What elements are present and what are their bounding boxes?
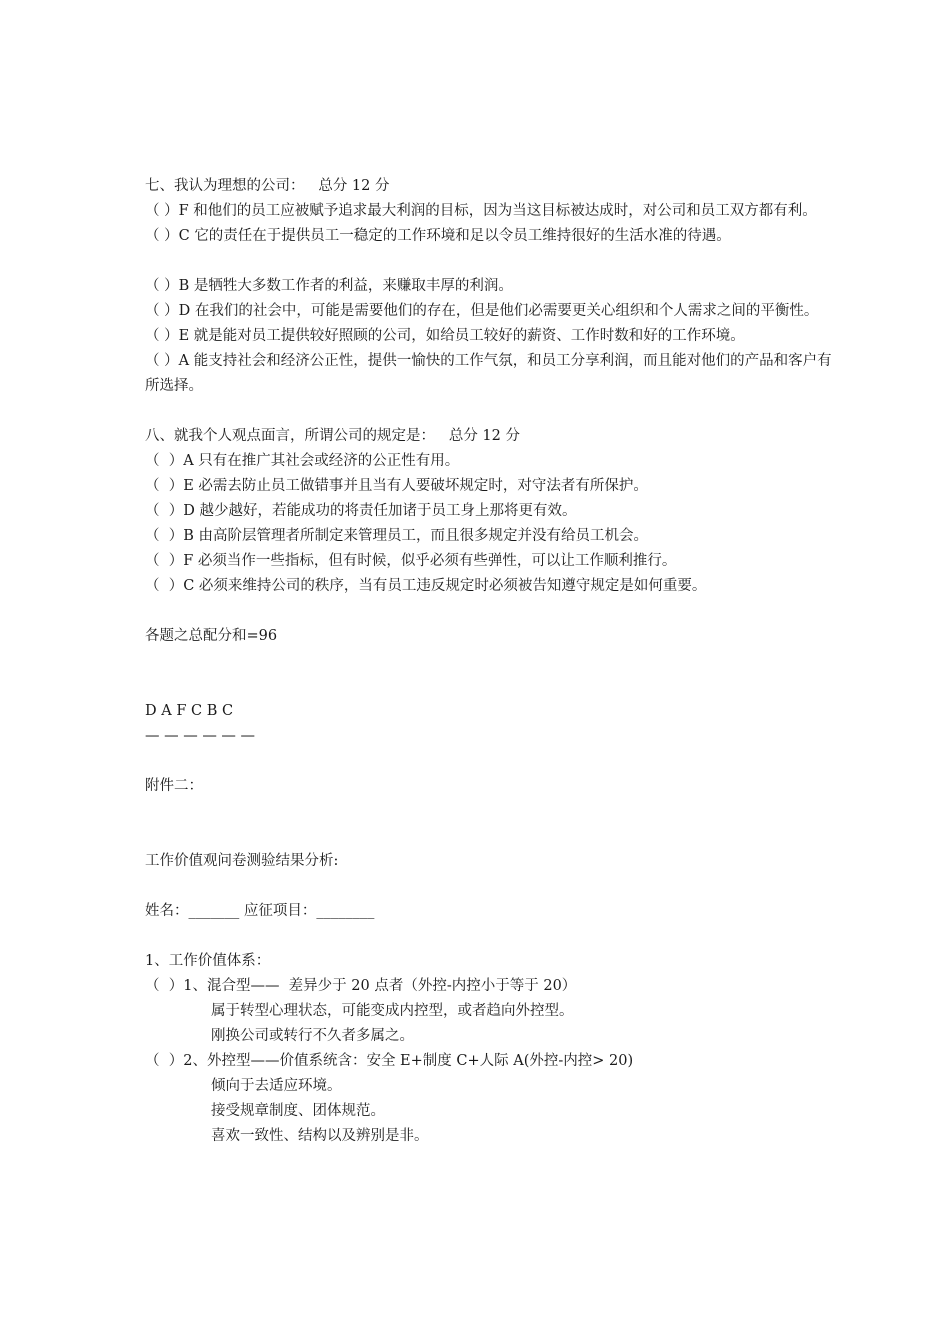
spacer	[145, 799, 835, 849]
q8-option-f: （ ）F 必须当作一些指标，但有时候，似乎必须有些弹性，可以让工作顺利推行。	[145, 553, 677, 569]
total-score: 各题之总配分和=96	[145, 628, 278, 644]
spacer	[145, 649, 835, 699]
q7-option-c: （ ）C 它的责任在于提供员工一稳定的工作环境和足以令员工维持很好的生活水准的待遇。	[145, 228, 731, 244]
spacer	[145, 599, 835, 624]
type1-heading: （ ）1、混合型—— 差异少于 20 点者（外控-内控小于等于 20）	[145, 978, 577, 994]
type2-heading: （ ）2、外控型——价值系统含：安全 E+制度 C+人际 A(外控-内控> 20)	[145, 1053, 634, 1069]
spacer	[145, 749, 835, 774]
name-line: 姓名：_______ 应征项目：________	[145, 903, 375, 919]
type1-desc-2: 刚换公司或转行不久者多属之。	[211, 1028, 414, 1044]
type2-desc-1: 倾向于去适应环境。	[211, 1078, 342, 1094]
q7-option-d: （ ）D 在我们的社会中，可能是需要他们的存在，但是他们必需要更关心组织和个人需求之间的平衡性。	[145, 303, 819, 319]
analysis-title: 工作价值观问卷测验结果分析:	[145, 853, 339, 869]
section1-title: 1、工作价值体系：	[145, 953, 271, 969]
q8-option-c: （ ）C 必须来维持公司的秩序，当有员工违反规定时必须被告知遵守规定是如何重要。	[145, 578, 707, 594]
appendix-label: 附件二：	[145, 778, 203, 794]
q8-option-b: （ ）B 由高阶层管理者所制定来管理员工，而且很多规定并没有给员工机会。	[145, 528, 648, 544]
type1-desc-1: 属于转型心理状态，可能变成内控型，或者趋向外控型。	[211, 1003, 574, 1019]
q8-title: 八、就我个人观点面言，所谓公司的规定是： 总分 12 分	[145, 428, 520, 444]
q8-option-d: （ ）D 越少越好，若能成功的将责任加诸于员工身上那将更有效。	[145, 503, 577, 519]
q7-option-e: （ ）E 就是能对员工提供较好照顾的公司，如给员工较好的薪资、工作时数和好的工作环境。	[145, 328, 745, 344]
type2-desc-3: 喜欢一致性、结构以及辨别是非。	[211, 1128, 429, 1144]
q8-option-e: （ ）E 必需去防止员工做错事并且当有人要破坏规定时，对守法者有所保护。	[145, 478, 648, 494]
type2-desc-2: 接受规章制度、团体规范。	[211, 1103, 385, 1119]
q8-option-a: （ ）A 只有在推广其社会或经济的公正性有用。	[145, 453, 460, 469]
document-page	[145, 174, 835, 1149]
answer-dashes: — — — — — —	[145, 728, 256, 744]
spacer	[145, 924, 835, 949]
q7-option-b: （ ）B 是牺牲大多数工作者的利益，来赚取丰厚的利润。	[145, 278, 513, 294]
q7-title: 七、我认为理想的公司： 总分 12 分	[145, 178, 390, 194]
spacer	[145, 249, 835, 274]
spacer	[145, 874, 835, 899]
spacer	[145, 399, 835, 424]
q7-option-a: （ ）A 能支持社会和经济公正性，提供一愉快的工作气氛，和员工分享利润，而且能对他们的产品和客户有所选择。	[145, 353, 832, 394]
answer-letters: D A F C B C	[145, 703, 234, 719]
q7-option-f: （ ）F 和他们的员工应被赋予追求最大利润的目标，因为当这目标被达成时，对公司和员工双方都有利。	[145, 203, 817, 219]
